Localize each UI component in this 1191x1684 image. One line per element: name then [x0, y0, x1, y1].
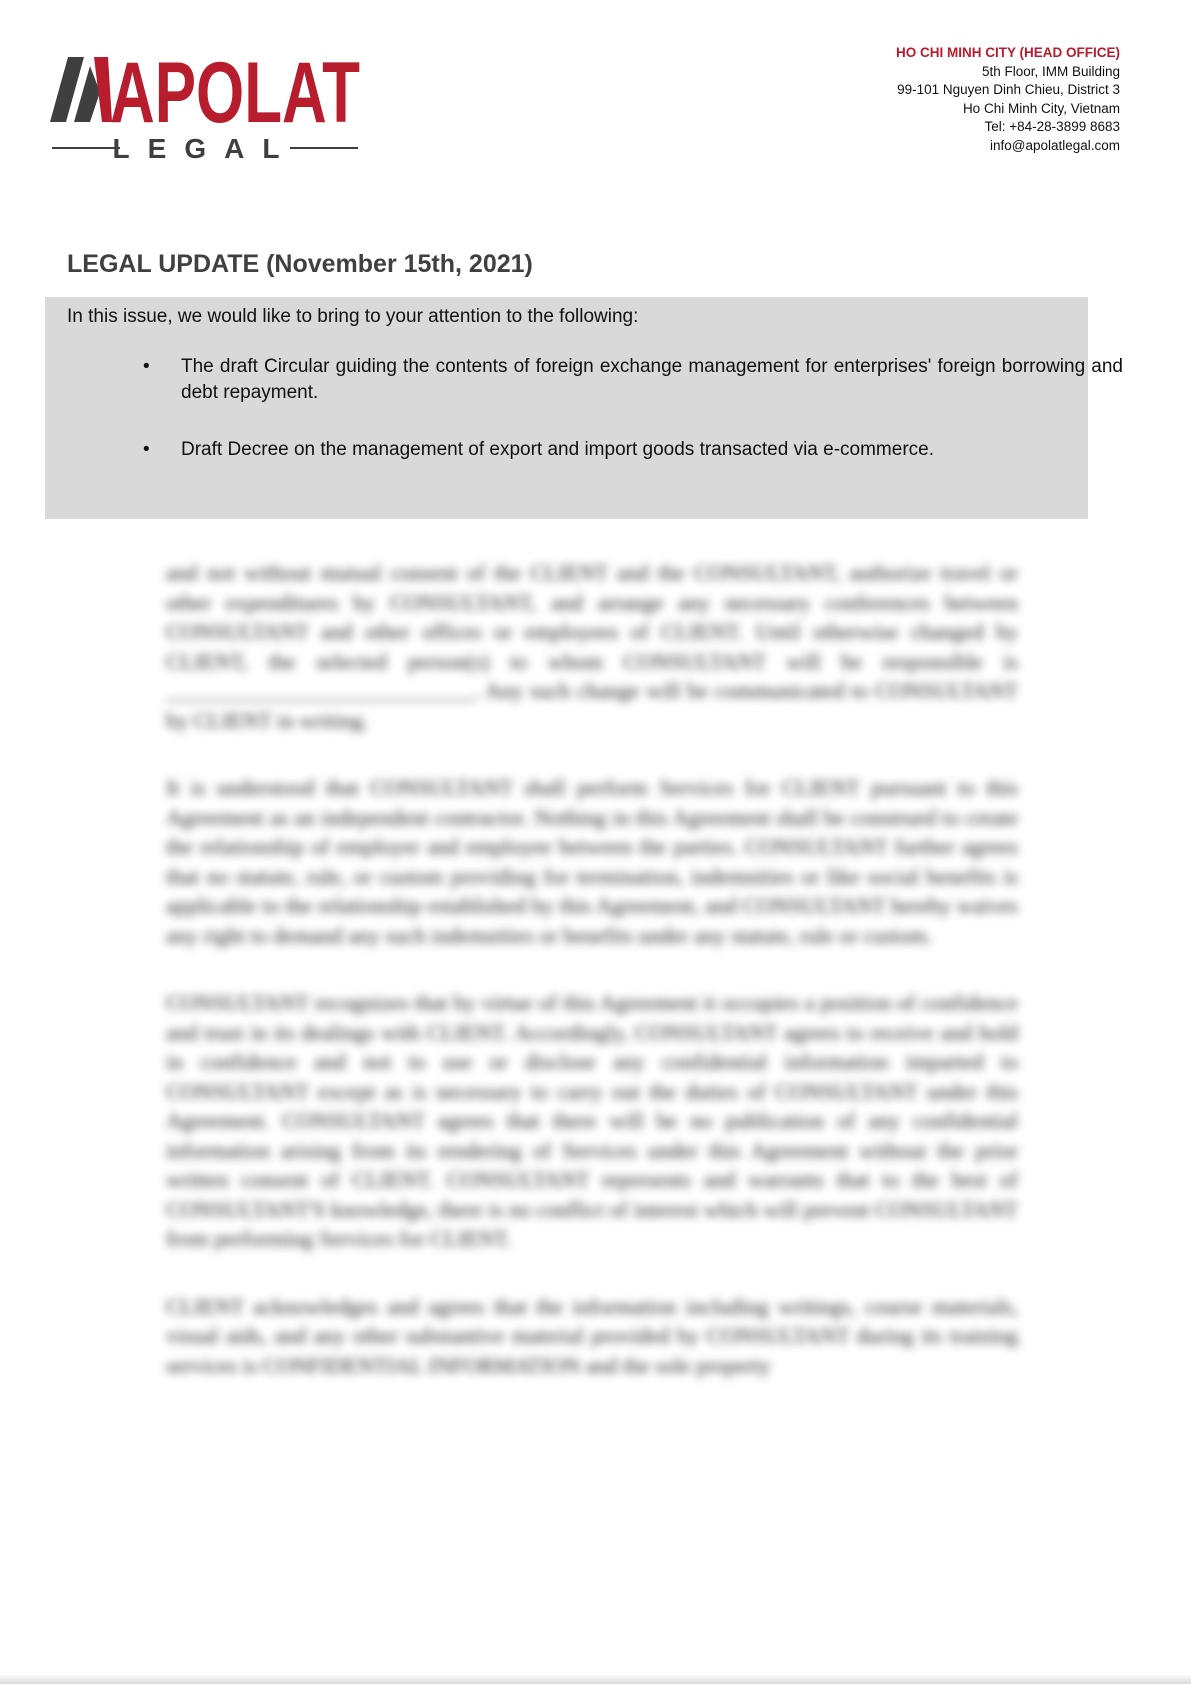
list-item-text: Draft Decree on the management of export and import goods transacted via e-commerce. — [181, 439, 934, 460]
office-line-city: Ho Chi Minh City, Vietnam — [962, 100, 1120, 116]
office-phone: Tel: +84-28-3899 8683 — [984, 119, 1120, 134]
blurred-body-text — [166, 558, 1018, 1418]
list-item-text: The draft Circular guiding the contents of foreign exchange management for enterprises' foreign borrowing and debt repayment. — [181, 356, 1123, 403]
summary-list — [143, 354, 1123, 494]
list-item — [143, 437, 1123, 463]
logo-subtitle: LEGAL — [112, 133, 298, 164]
office-email: info@apolatlegal.com — [989, 137, 1120, 153]
blurred-paragraph: It is understood that CONSULTANT shall perform Services for CLIENT pursuant to this Agreement as an independent contractor. Nothing in this Agreement shall be construed to create the relationship of employer and employee between the parties. CONSULTANT further agrees that no statute, rule, or custom providing for termination, indemnities or like social benefits is applicable to the relationship established by this Agreement, and CONSULTANT hereby waives any right to demand any such indemnities or benefits under any statute, rule or custom. — [166, 775, 1018, 948]
blurred-paragraph: and not without mutual consent of the CLIENT and the CONSULTANT, authorize travel or other expenditures by CONSULTANT, and arrange any necessary conferences between CONSULTANT and other offices or employees of CLIENT. Until otherwise changed by CLIENT, the selected person(s) to whom CONSULTANT will be responsible is ____________________________. Any such change will be communicated to CONSULTANT by CLIENT in writing. — [166, 560, 1018, 733]
apolat-legal-logo — [50, 45, 360, 164]
list-item — [143, 354, 1123, 406]
bullet-icon: • — [143, 439, 150, 460]
summary-intro: In this issue, we would like to bring to your attention to the following: — [67, 306, 639, 327]
office-line-street: 99-101 Nguyen Dinh Chieu, District 3 — [897, 82, 1120, 97]
logo-wordmark: APOLAT — [110, 45, 360, 141]
office-address — [896, 44, 1120, 155]
blurred-paragraph: CONSULTANT recognizes that by virtue of this Agreement it occupies a position of confidence and trust in its dealings with CLIENT. Accordingly, CONSULTANT agrees to receive and hold in confidence and not to use or disclose any confidential information imparted to CONSULTANT except as is necessary to carry out the duties of CONSULTANT under this Agreement. CONSULTANT agrees that there will be no publication of any confidential information arising from its rendering of Services under this Agreement without the prior written consent of CLIENT. CONSULTANT represents and warrants that to the best of CONSULTANT'S knowledge, there is no conflict of interest which will prevent CONSULTANT from performing Services for CLIENT. — [166, 990, 1018, 1251]
office-heading: HO CHI MINH CITY (HEAD OFFICE) — [896, 45, 1120, 60]
summary-box — [45, 297, 1123, 519]
document-title: LEGAL UPDATE (November 15th, 2021) — [67, 250, 533, 278]
office-line-building: 5th Floor, IMM Building — [981, 63, 1120, 79]
bullet-icon: • — [143, 356, 150, 377]
page-bottom-edge — [0, 1674, 1191, 1684]
blurred-paragraph: CLIENT acknowledges and agrees that the information including writings, course materials, visual aids, and any other substantive material provided by CONSULTANT during its training services is CONFIDENTIAL INFORMATION and the sole property — [166, 1293, 1018, 1378]
logo-graphic — [50, 45, 360, 164]
